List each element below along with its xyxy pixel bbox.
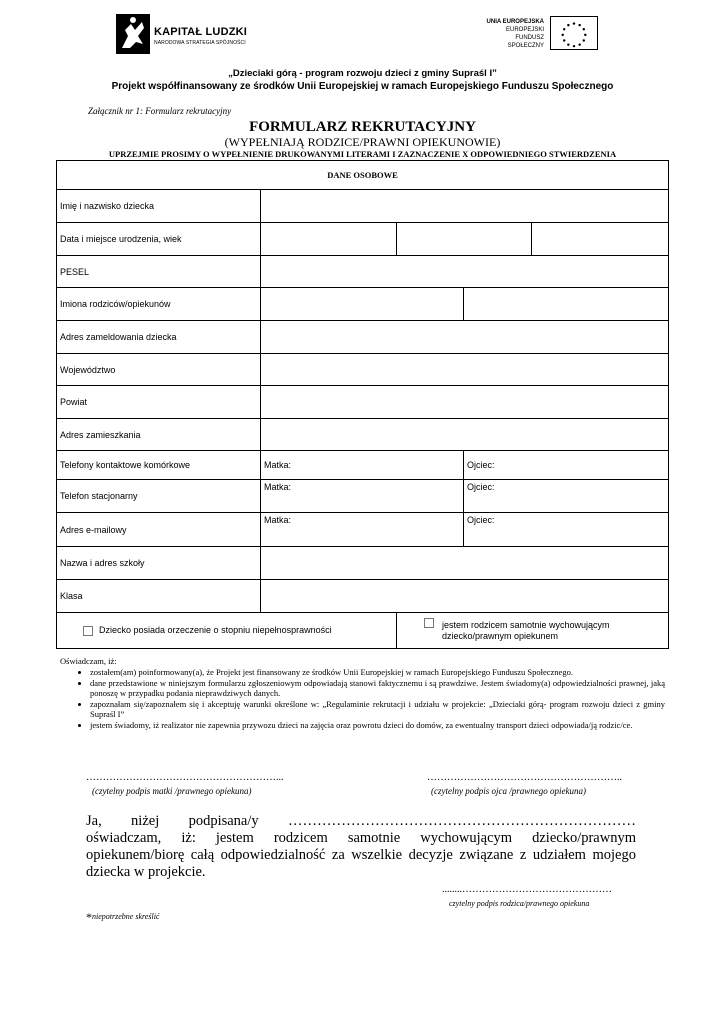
eu-line2: EUROPEJSKI [505, 27, 544, 33]
landline-father-field[interactable]: Ojciec: [464, 480, 669, 513]
attachment-label: Załącznik nr 1: Formularz rekrutacyjny [88, 106, 232, 116]
kl-subtitle: NARODOWA STRATEGIA SPÓJNOŚCI [154, 40, 246, 46]
parents-label: Imiona rodziców/opiekunów [57, 288, 261, 321]
voivodeship-label: Województwo [57, 354, 261, 386]
mobile-label: Telefony kontaktowe komórkowe [57, 451, 261, 480]
declaration-block [60, 656, 665, 730]
birth-date-field[interactable] [261, 223, 397, 256]
county-field[interactable] [261, 386, 669, 419]
registered-address-field[interactable] [261, 321, 669, 354]
pesel-field[interactable] [261, 256, 669, 288]
declaration-item: • zostałem(am) poinformowany(a), że Projekt jest finansowany ze środków Unii Europejskiej w ramach Europejskiego Funduszu Społecznego. [90, 667, 665, 678]
disability-text: Dziecko posiada orzeczenie o stopniu niepełnosprawności [99, 625, 332, 636]
residence-label: Adres zamieszkania [57, 419, 261, 451]
kapital-ludzki-emblem-icon [116, 14, 150, 54]
footnote-mark: * [86, 910, 92, 924]
age-field[interactable] [532, 223, 669, 256]
birth-label: Data i miejsce urodzenia, wiek [57, 223, 261, 256]
footnote [86, 910, 159, 925]
father-signature-line[interactable]: ………………………………………………….. [427, 772, 622, 783]
eu-logo [478, 16, 600, 52]
declaration-item: • dane przedstawione w niniejszym formularzu zgłoszeniowym odpowiadają stanowi faktycznemu i są prawdziwe. Jestem świadomy(a) odpowiedzialności prawnej, jaką ponoszę w przypadku podania nieprawdziwych danych. [90, 678, 665, 699]
disability-option [57, 613, 397, 649]
kapital-ludzki-logo [116, 14, 256, 56]
school-field[interactable] [261, 547, 669, 580]
school-label: Nazwa i adres szkoły [57, 547, 261, 580]
footnote-text: niepotrzebne skreślić [92, 912, 160, 921]
child-name-label: Imię i nazwisko dziecka [57, 190, 261, 223]
email-father-field[interactable]: Ojciec: [464, 513, 669, 547]
form-instruction: UPRZEJMIE PROSIMY O WYPEŁNIENIE DRUKOWANYMI LITERAMI I ZAZNACZENIE X ODPOWIEDNIEGO STWIERDZENIA [108, 149, 617, 159]
email-mother-field[interactable]: Matka: [261, 513, 464, 547]
mobile-mother-field[interactable]: Matka: [261, 451, 464, 480]
single-parent-statement: Ja, niżej podpisana/y ……………………………………………………………… oświadczam, iż: jestem rodzicem samotnie wychowującym dziecko/prawnym opiekunem/biorę całą odpowiedzialność za wszelkie decyzje związane z udziałem mojego dziecka w projekcie. [86, 813, 636, 880]
single-parent-checkbox[interactable] [424, 618, 434, 628]
pesel-label: PESEL [57, 256, 261, 288]
class-label: Klasa [57, 580, 261, 613]
eu-line3: FUNDUSZ SPOŁECZNY [507, 35, 544, 49]
form-subtitle: (WYPEŁNIAJĄ RODZICE/PRAWNI OPIEKUNOWIE) [224, 135, 501, 149]
parent-1-field[interactable] [261, 288, 464, 321]
eu-flag-icon [550, 16, 598, 50]
landline-mother-field[interactable]: Matka: [261, 480, 464, 513]
voivodeship-field[interactable] [261, 354, 669, 386]
declaration-list [60, 667, 665, 730]
personal-data-table [56, 160, 669, 649]
disability-checkbox[interactable] [83, 626, 93, 636]
mother-signature-line[interactable]: …………………………………………………... [86, 772, 284, 783]
father-signature-caption: (czytelny podpis ojca /prawnego opiekuna) [431, 786, 586, 796]
final-signature-line[interactable]: ........……………………………………… [442, 884, 612, 895]
county-label: Powiat [57, 386, 261, 419]
class-field[interactable] [261, 580, 669, 613]
section-header: DANE OSOBOWE [57, 161, 669, 190]
parent-2-field[interactable] [464, 288, 669, 321]
mother-signature-caption: (czytelny podpis matki /prawnego opiekuna) [92, 786, 252, 796]
landline-label: Telefon stacjonarny [57, 480, 261, 513]
mobile-father-field[interactable]: Ojciec: [464, 451, 669, 480]
declaration-item: • zapoznałam się/zapoznałem się i akceptuję warunki określone w: „Regulaminie rekrutacji i udziału w projekcie: „Dzieciaki górą- program rozwoju dzieci z gminy Supraśl I” [90, 699, 665, 720]
declaration-item: • jestem świadomy, iż realizator nie zapewnia przywozu dzieci na zajęcia oraz powrotu dzieci do domów, za ewentualny transport dzieci odpowiada/ją rodzic/ce. [90, 720, 665, 731]
child-name-field[interactable] [261, 190, 669, 223]
single-parent-option [397, 613, 669, 649]
registered-address-label: Adres zameldowania dziecka [57, 321, 261, 354]
kl-title: KAPITAŁ LUDZKI [154, 26, 248, 38]
eu-line1: UNIA EUROPEJSKA [486, 19, 544, 25]
eu-logo-text [478, 18, 544, 50]
cofinancing-line: Projekt współfinansowany ze środków Unii Europejskiej w ramach Europejskiego Funduszu Społecznego [111, 81, 614, 92]
residence-field[interactable] [261, 419, 669, 451]
declaration-intro: Oświadczam, iż: [60, 656, 117, 666]
form-title: FORMULARZ REKRUTACYJNY [249, 119, 476, 135]
birth-place-field[interactable] [397, 223, 532, 256]
final-signature-caption: czytelny podpis rodzica/prawnego opiekuna [449, 899, 590, 908]
email-label: Adres e-mailowy [57, 513, 261, 547]
single-parent-text: jestem rodzicem samotnie wychowującym dziecko/prawnym opiekunem [442, 619, 610, 641]
project-name: „Dzieciaki górą - program rozwoju dzieci z gminy Supraśl I” [228, 68, 497, 79]
